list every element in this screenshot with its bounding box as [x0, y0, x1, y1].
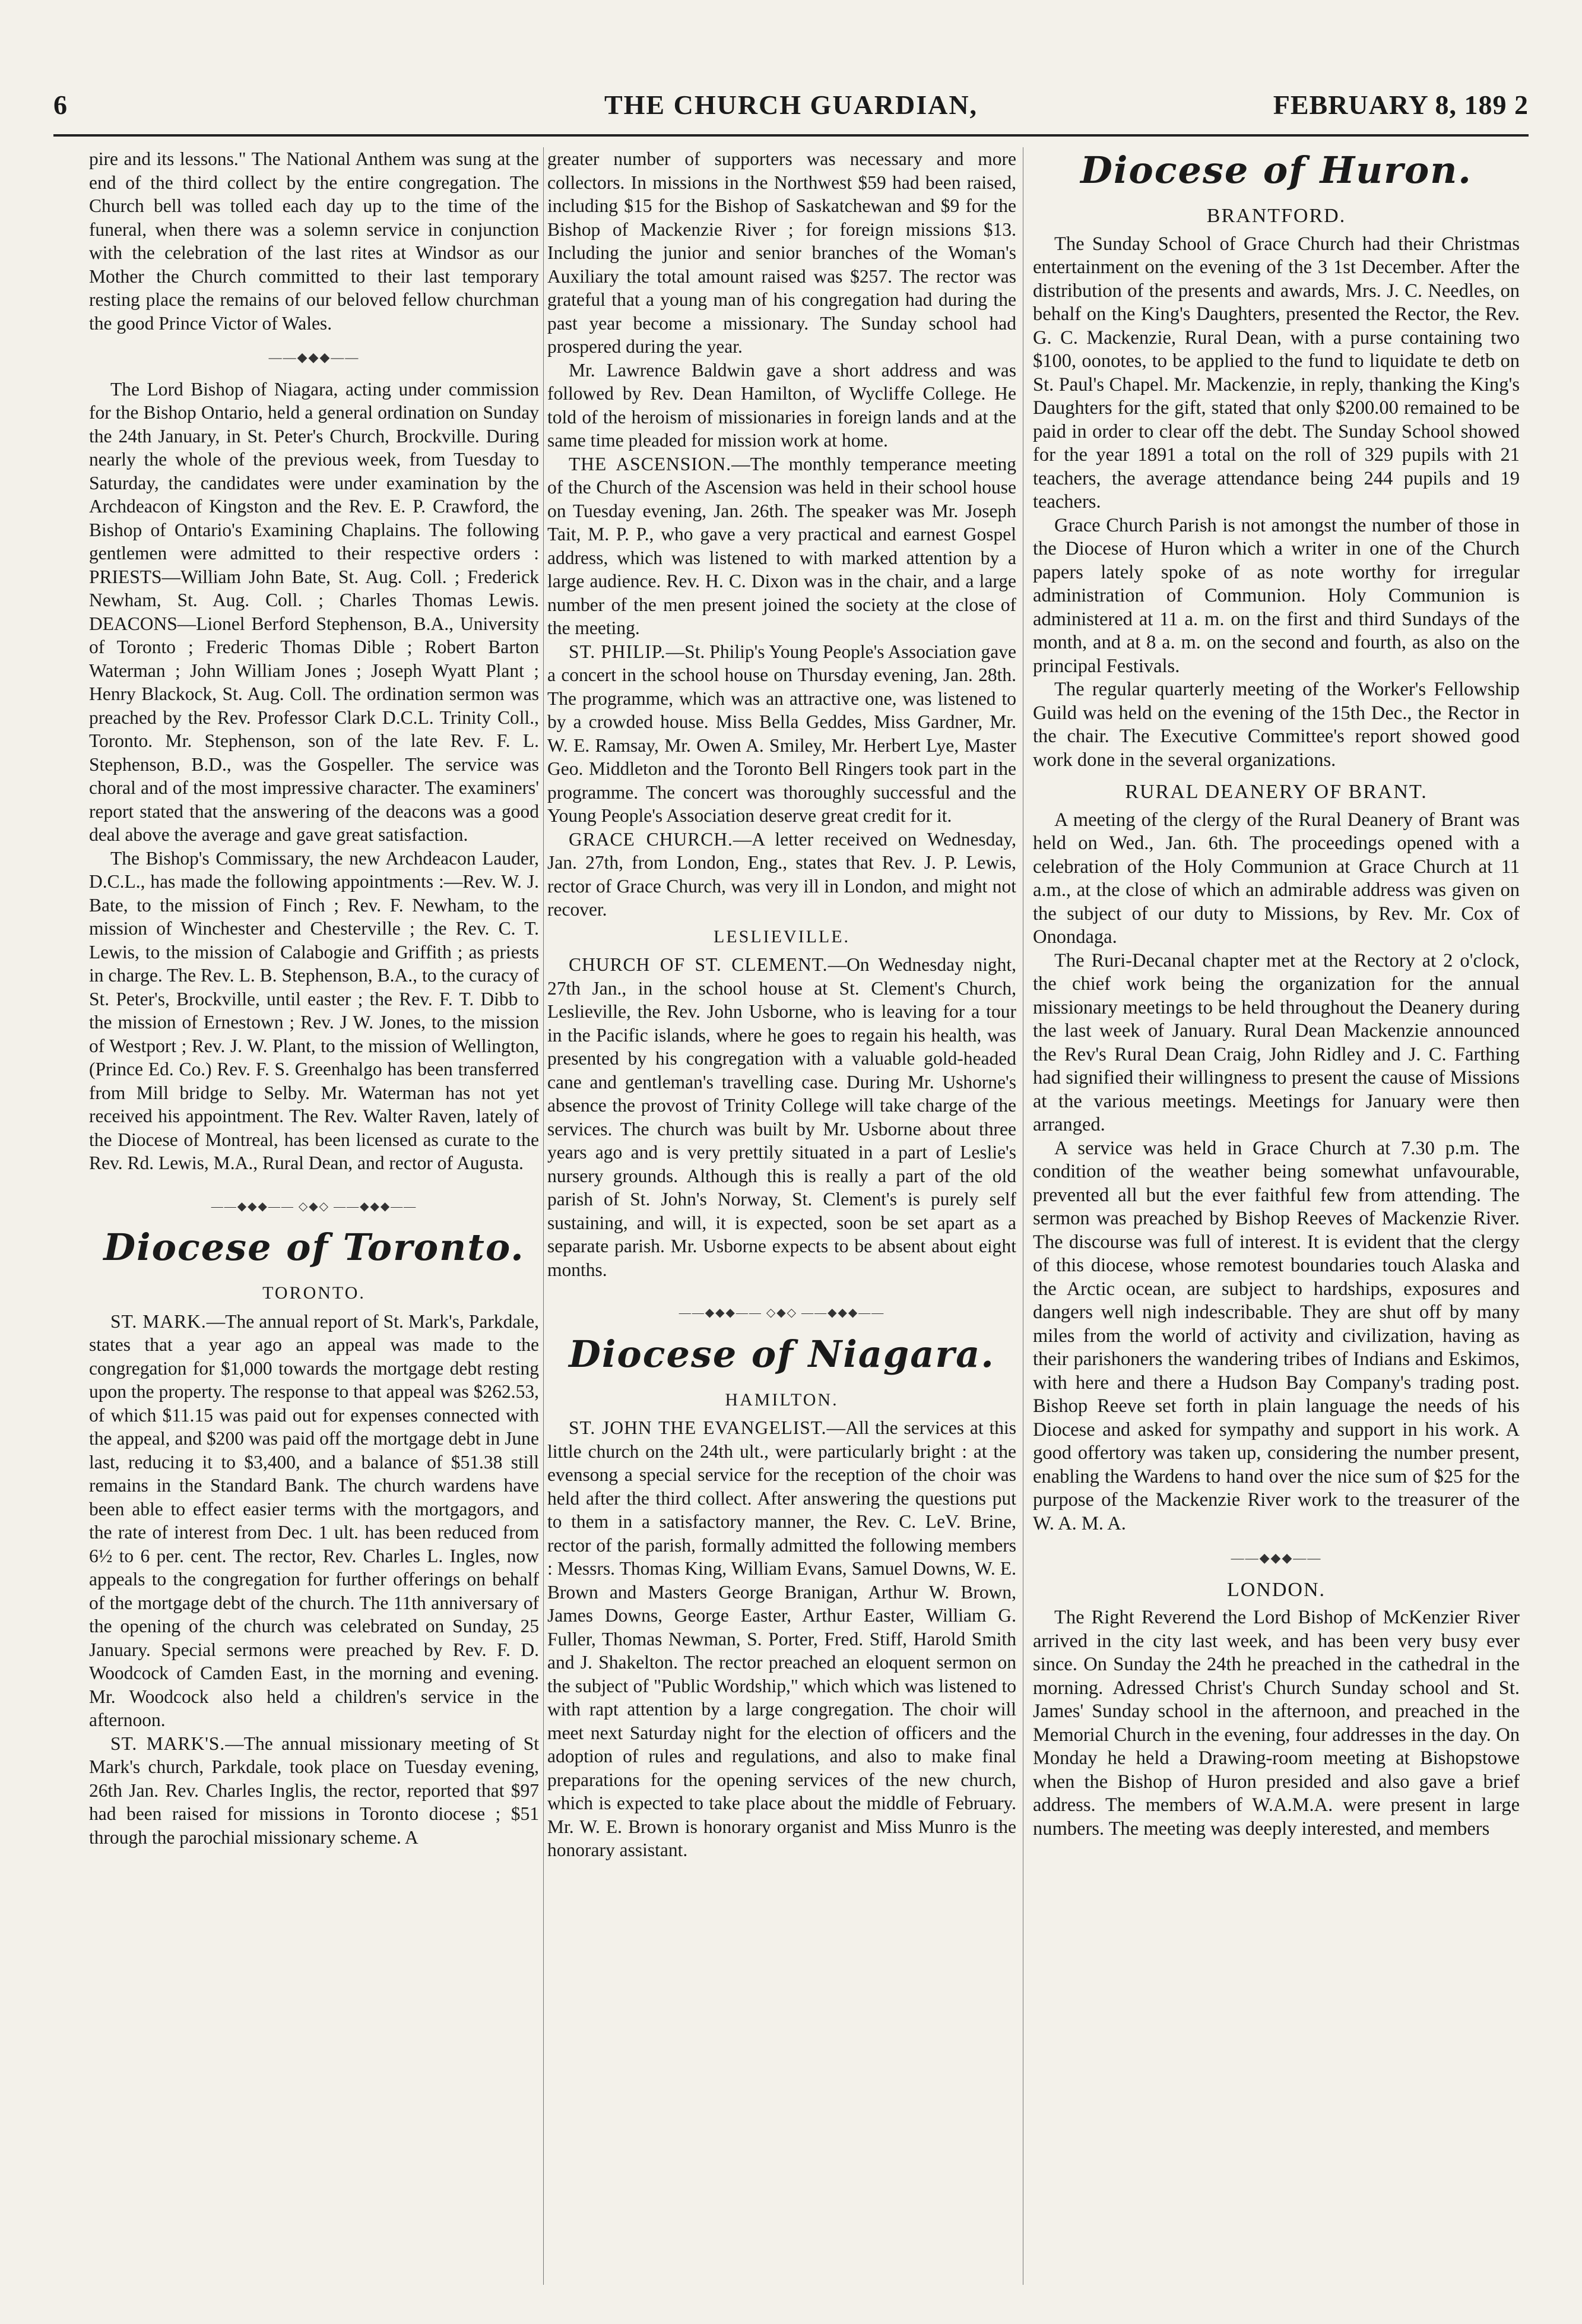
paragraph-body: —The annual missionary meeting of St Mark's church, Parkdale, took place on Tuesday evening, 26th Jan. Rev. Charles Inglis, the rector, reported that $97 had been raised for missions in Toronto diocese ; $51 through the parochial missionary scheme. A [89, 1733, 539, 1848]
page-number: 6 [53, 90, 67, 120]
article-paragraph: The Lord Bishop of Niagara, acting under commission for the Bishop Ontario, held a general ordination on Sunday the 24th January, in St. Peter's Church, Brockville. During nearly the whole of the previous week, from Tuesday to Saturday, the candidates were under examination by the Archdeacon of Kingston and the Rev. E. P. Crawford, the Bishop of Ontario's Examining Chaplains. The following gentlemen were admitted to their respective orders : PRIESTS—William John Bate, St. Aug. Coll. ; Frederick Newham, St. Aug. Coll. ; Charles Thomas Lewis. DEACONS—Lionel Berford Stephenson, B.A., University of Toronto ; Frederic Thomas Dible ; Robert Barton Waterman ; John William Jones ; Joseph Wyatt Plant ; Henry Blackock, St. Aug. Coll. The ordination sermon was preached by the Rev. Professor Clark D.C.L. Trinity Coll., Toronto. Mr. Stephenson, son of the late Rev. F. L. Stephenson, B.D., was the Gospeller. The service was choral and of the most impressive character. The examiners' report stated that the answering of the deacons was a good deal above the average and gave great satisfaction. [89, 378, 539, 845]
article-paragraph: The Bishop's Commissary, the new Archdeacon Lauder, D.C.L., has made the following appointments :—Rev. W. J. Bate, to the mission of Finch ; Rev. F. Newham, to the mission of Winchester and Chesterville ; the Rev. C. T. Lewis, to the mission of Calabogie and Griffith ; as priests in charge. The Rev. L. B. Stephenson, B.A., to the curacy of St. Peter's, Brockville, until easter ; the Rev. F. T. Dibb to the mission of Ernestown ; Rev. J W. Jones, to the mission of Westport ; Rev. J. W. Plant, to the mission of Wellington, (Prince Ed. Co.) Rev. F. S. Greenhalgo has been transferred from Mill bridge to Selby. Mr. Waterman has not yet received his appointment. The Rev. Walter Raven, lately of the Diocese of Montreal, has been licensed as curate to the Rev. Rd. Lewis, M.A., Rural Dean, and rector of Augusta. [89, 847, 539, 1173]
column-2 [547, 147, 1016, 2285]
paragraph-body: —St. Philip's Young People's Association gave a concert in the school house on Thursday evening, Jan. 28th. The programme, which was an attractive one, was listened to by a crowded house. Miss Bella Geddes, Miss Gardner, Mr. W. E. Ramsay, Mr. Owen A. Smiley, Mr. Herbert Lye, Master Geo. Middleton and the Toronto Bell Ringers took part in the programme. The concert was thoroughly successful and the Young People's Association deserve great credit for it. [547, 641, 1016, 826]
article-paragraph: Mr. Lawrence Baldwin gave a short address and was followed by Rev. Dean Hamilton, of Wycliffe College. He told of the heroism of missionaries in foreign lands and at the same time pleaded for mission work at home. [547, 359, 1016, 451]
ornamental-separator: ——◆◆◆—— ◇◆◇ ——◆◆◆—— [679, 1306, 885, 1319]
masthead-title: THE CHURCH GUARDIAN, [604, 90, 978, 120]
diocese-heading: Diocese of Niagara. [569, 1332, 995, 1376]
article-paragraph [547, 640, 1016, 828]
place-heading: RURAL DEANERY OF BRANT. [1125, 781, 1428, 803]
paragraph-body: —The annual report of St. Mark's, Parkdale, states that a year ago an appeal was made to the congregation for $1,000 towards the mortgage debt resting upon the property. The response to that appeal was $262.53, of which $11.15 was paid out for expenses connected with the appeal, and $200 was paid off the mortgage debt in June last, reducing it to $3,400, and a balance of $51.38 still remains in the Standard Bank. The church wardens have been able to effect easier terms with the mortgagors, and the rate of interest from Dec. 1 ult. has been reduced from 6½ to 6 per. cent. The rector, Rev. Charles L. Ingles, now appeals to the congregation for further offerings on behalf of the mortgage debt of the church. The 11th anniversary of the opening of the church was celebrated on Sunday, 25 January. Special sermons were preached by Rev. F. D. Woodcock of Camden East, in the morning and evening. Mr. Woodcock also held a children's service in the afternoon. [89, 1310, 539, 1730]
article-paragraph: The Sunday School of Grace Church had their Christmas entertainment on the evening of the 3 1st December. After the distribution of the presents and awards, Mrs. J. C. Needles, on behalf on the King's Daughters, presented the Rector, the Rev. G. C. Mackenzie, Rural Dean, with a purse containing two $100, oonotes, to be applied to the fund to liquidate te detb on St. Paul's Chapel. Mr. Mackenzie, in reply, thanking the King's Daughters for the gift, stated that only $200.00 remained to be paid in order to clear off the debt. The Sunday School showed for the year 1891 a total on the roll of 329 pupils with 21 teachers, the average attendance being 244 pupils and 19 teachers. [1033, 233, 1520, 512]
article-paragraph [547, 1416, 1016, 1862]
article-paragraph: greater number of supporters was necessary and more collectors. In missions in the Northwest $59 had been raised, including $15 for the Bishop of Saskatchewan and $9 for the Bishop of Mackenzie River ; for foreign missions $13. Including the junior and senior branches of the Woman's Auxiliary the total amount raised was $257. The rector was grateful that a young man of his congregation had during the past year become a missionary. The Sunday school had prospered during the year. [547, 148, 1016, 357]
header-rule [53, 134, 1529, 137]
article-paragraph: A service was held in Grace Church at 7.30 p.m. The condition of the weather being somewhat unfavourable, prevented all but the ever faithful few from attending. The sermon was preached by Bishop Reeves of Mackenzie River. The discourse was full of interest. It is evident that the clergy of this diocese, whose remotest boundaries touch Alaska and the Arctic ocean, are subject to hardships, exposures and dangers well nigh indescribable. They are shut off by many miles from the world of activity and civilization, having as their parishoners the wandering tribes of Indians and Eskimos, with here and there a Hudson Bay Company's trading post. Bishop Reeve set forth in plain language the needs of his Diocese and asked for sympathy and support in his work. A good offertory was taken up, considering the number present, enabling the Wardens to hand over the nice sum of $25 for the purpose of the Mackenzie River work to the treasurer of the W. A. M. A. [1033, 1137, 1520, 1534]
section-separator: ——◆◆◆—— [268, 350, 360, 365]
paragraph-lead: CHURCH OF ST. CLEMENT. [569, 954, 828, 975]
article-paragraph [547, 828, 1016, 922]
article-paragraph [547, 452, 1016, 640]
article-paragraph: The Right Reverend the Lord Bishop of McKenzier River arrived in the city last week, and has been very busy ever since. On Sunday the 24th he preached in the cathedral in the morning. Adressed Christ's Church Sunday school and St. James' Sunday school in the afternoon, and preached in the Memorial Church in the evening, four addresses in the day. On Monday he held a Drawing-room meeting at Bishopstowe when the Bishop of Huron presided and also gave a brief address. The members of W.A.M.A. were present in large numbers. The meeting was deeply interested, and members [1033, 1607, 1520, 1839]
diocese-heading: Diocese of Toronto. [103, 1226, 525, 1269]
page-header [53, 89, 1529, 131]
ornamental-separator: ——◆◆◆—— ◇◆◇ ——◆◆◆—— [211, 1199, 417, 1213]
paragraph-lead: ST. JOHN THE EVANGELIST. [569, 1417, 827, 1438]
paragraph-lead: ST. MARK'S. [110, 1733, 226, 1754]
article-paragraph [547, 953, 1016, 1281]
article-paragraph: The regular quarterly meeting of the Worker's Fellowship Guild was held on the evening of the 15th Dec., the Rector in the chair. The Executive Committee's report showed good work done in the several organizations. [1033, 679, 1520, 771]
article-paragraph: The Ruri-Decanal chapter met at the Rectory at 2 o'clock, the chief work being the organization for the annual missionary meetings to be held throughout the Deanery during the last week of January. Rural Dean Mackenzie announced the Rev's Rural Dean Craig, John Ridley and J. C. Farthing had signified their willingness to present the cause of Missions at the various meetings. Meetings for January were then arranged. [1033, 949, 1520, 1135]
article-paragraph: Grace Church Parish is not amongst the number of those in the Diocese of Huron which a writer in one of the Church papers lately spoke of as note worthy for irregular administration of Communion. Holy Communion is administered at 11 a. m. on the first and third Sundays of the month, and at 8 a. m. on the second and fourth, as also on the principal Festivals. [1033, 514, 1520, 677]
paragraph-lead: ST. MARK. [110, 1310, 207, 1332]
article-paragraph [89, 1310, 539, 1732]
paragraph-body: —The monthly temperance meeting of the Church of the Ascension was held in their school house on Tuesday evening, Jan. 26th. The speaker was Mr. Joseph Tait, M. P. P., who gave a very practical and earnest Gospel address, which was listened to with marked attention by a large audience. Rev. H. C. Dixon was in the chair, and a large number of the men present joined the society at the close of the meeting. [547, 453, 1016, 638]
place-heading: HAMILTON. [725, 1389, 839, 1410]
column-rule [543, 147, 544, 2285]
place-heading: LESLIEVILLE. [713, 926, 851, 946]
paragraph-lead: GRACE CHURCH. [569, 828, 733, 850]
column-3 [1033, 147, 1520, 2285]
place-heading: LONDON. [1226, 1578, 1326, 1601]
article-paragraph: A meeting of the clergy of the Rural Deanery of Brant was held on Wed., Jan. 6th. The proceedings opened with a celebration of the Holy Communion at Grace Church at 11 a.m., at the close of which an admirable address was given on the subject of our duty to Missions, by Rev. Mr. Cox of Onondaga. [1033, 809, 1520, 948]
paragraph-body: —On Wednesday night, 27th Jan., in the school house at St. Clement's Church, Leslieville, the Rev. John Usborne, who is leaving for a tour in the Pacific islands, where he goes to regain his health, was presented by his congregation with a valuable gold-headed cane and gentleman's travelling case. During Mr. Ushorne's absence the provost of Trinity College will take charge of the services. The church was built by Mr. Usborne about three years ago and is very prettily situated in a part of Leslie's nursery grounds. Although this is really a part of the old parish of St. John's Norway, St. Clement's is purely self sustaining, and will, it is expected, soon be set apart as a separate parish. Mr. Usborne expects to be absent about eight months. [547, 954, 1016, 1280]
column-1 [89, 147, 539, 2285]
section-separator: ——◆◆◆—— [1231, 1550, 1322, 1565]
paragraph-lead: THE ASCENSION. [569, 453, 732, 474]
paragraph-lead: ST. PHILIP. [569, 641, 666, 662]
paragraph-body: —All the services at this little church on the 24th ult., were particularly bright : at the evensong a special service for the reception of the choir was held after the third collect. After answering the questions put to them in a satisfactory manner, the Rev. C. LeV. Brine, rector of the parish, formally admitted the following members : Messrs. Thomas King, William Evans, Samuel Downs, W. E. Brown and Masters George Branigan, Arthur W. Brown, James Downs, George Easter, Arthur Easter, William G. Fuller, Thomas Newman, S. Porter, Fred. Stiff, Harold Smith and J. Shakelton. The rector preached an eloquent sermon on the subject of "Public Wordship," which which was listened to with rapt attention by a large congregation. The choir will meet next Saturday night for the election of officers and the adoption of rules and regulations, and also to make final preparations for the opening services of the new church, which is expected to take place about the middle of February. Mr. W. E. Brown is honorary organist and Miss Munro is the honorary assistant. [547, 1417, 1016, 1860]
article-paragraph: pire and its lessons." The National Anthem was sung at the end of the third collect by the entire congregation. The Church bell was tolled each day up to the time of the funeral, when there was a solemn service in conjunction with the celebration of the last rites at Windsor as our Mother the Church committed to their last temporary resting place the remains of our beloved fellow churchman the good Prince Victor of Wales. [89, 148, 539, 334]
place-heading: TORONTO. [262, 1283, 366, 1303]
place-heading: BRANTFORD. [1206, 205, 1346, 227]
diocese-heading: Diocese of Huron. [1080, 148, 1472, 192]
article-paragraph [89, 1732, 539, 1850]
paragraph-body: —A letter received on Wednesday, Jan. 27th, from London, Eng., states that Rev. J. P. Lewis, rector of Grace Church, was very ill in London, and might not recover. [547, 828, 1016, 920]
issue-date: FEBRUARY 8, 189 2 [1273, 90, 1529, 120]
